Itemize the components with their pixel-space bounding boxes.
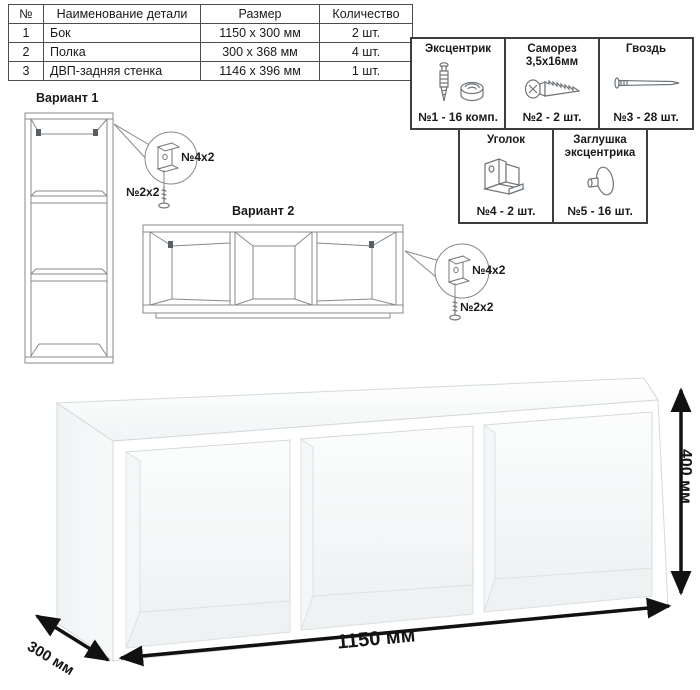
table-row [9,43,413,62]
hardware-count: №1 - 16 комп. [418,110,498,124]
nail-icon [610,56,682,110]
cell-num: 1 [9,24,44,43]
wall-bracket-icon [93,129,98,136]
screw-icon [450,298,460,320]
hardware-count: №5 - 16 шт. [567,204,633,218]
hardware-cell-cam-cap [552,128,648,224]
header-name: Наименование детали [44,5,201,24]
cell-name: Полка [44,43,201,62]
variant2-bracket-label: №4х2 [472,263,506,277]
header-qty: Количество [320,5,413,24]
variant1-screw-label: №2х2 [126,185,160,199]
cell-qty: 4 шт. [320,43,413,62]
cell-num: 2 [9,43,44,62]
hardware-title: Заглушка эксцентрика [564,134,636,159]
cell-name: Бок [44,24,201,43]
cell-qty: 2 шт. [320,24,413,43]
width-dimension-label: 1150 мм [336,624,417,654]
wall-bracket-icon [369,241,374,248]
screw-icon [159,186,169,208]
shelf-3d-render [57,378,668,661]
cell-size: 1146 x 396 мм [201,62,320,81]
hardware-count: №2 - 2 шт. [522,110,582,124]
wall-bracket-icon [168,241,173,248]
screw-icon [519,69,585,110]
wall-bracket-icon [36,129,41,136]
hardware-cell-cam-lock [410,37,506,130]
variant1-title: Вариант 1 [36,91,99,105]
cell-size: 300 x 368 мм [201,43,320,62]
hardware-title: Гвоздь [625,43,667,55]
hardware-count: №3 - 28 шт. [613,110,679,124]
shelf-left-side [57,403,113,661]
hardware-cell-nail [598,37,694,130]
cam-cap-icon [575,160,625,204]
height-dimension-label: 400 мм [677,449,694,504]
table-row [9,62,413,81]
header-size: Размер [201,5,320,24]
hardware-title: Уголок [486,134,525,146]
variant2-title: Вариант 2 [232,204,295,218]
cell-name: ДВП-задняя стенка [44,62,201,81]
variant2-screw-label: №2х2 [460,300,494,314]
cell-num: 3 [9,62,44,81]
header-num: № [9,5,44,24]
variant2-shelf-drawing [143,225,403,318]
table-row [9,24,413,43]
corner-bracket-icon [475,147,537,204]
cell-qty: 1 шт. [320,62,413,81]
cam-lock-icon [427,56,489,110]
variant1-shelf-drawing [25,113,113,363]
hardware-count: №4 - 2 шт. [476,204,536,218]
cell-size: 1150 x 300 мм [201,24,320,43]
parts-table [8,4,413,81]
hardware-cell-corner-bracket [458,128,554,224]
table-header-row [9,5,413,24]
hardware-cell-screw [504,37,600,130]
variant1-bracket-label: №4х2 [181,150,215,164]
hardware-title: Саморез 3,5х16мм [525,43,579,68]
hardware-title: Эксцентрик [424,43,492,55]
depth-dimension-label: 300 мм [24,638,78,680]
